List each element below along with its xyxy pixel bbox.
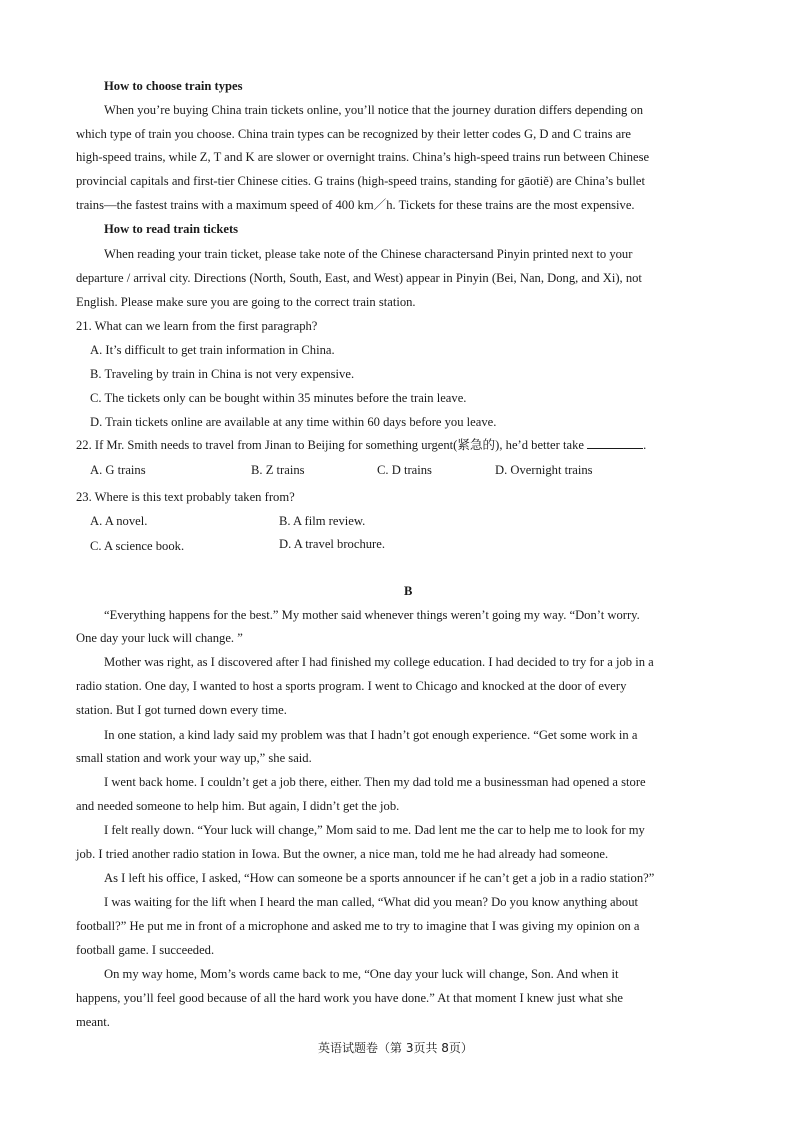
- para1-line: trains—the fastest trains with a maximum speed of 400 km／h. Tickets for these trains are the most expensive.: [76, 198, 635, 212]
- page-footer: 英语试题卷（第 3页共 8页）: [318, 1041, 473, 1055]
- passage-b-line: and needed someone to help him. But again, I didn’t get the job.: [76, 799, 400, 813]
- passage-b-line: job. I tried another radio station in Iowa. But the owner, a nice man, told me he had already had someone.: [76, 847, 609, 861]
- passage-b-line: happens, you’ll feel good because of all the hard work you have done.” At that moment I knew just what she: [76, 991, 623, 1005]
- passage-b-line: I went back home. I couldn’t get a job there, either. Then my dad told me a businessman had opened a store: [104, 775, 646, 789]
- question-21-stem: 21. What can we learn from the first paragraph?: [76, 319, 318, 333]
- passage-b-line: radio station. One day, I wanted to host a sports program. I went to Chicago and knocked at the door of every: [76, 679, 627, 693]
- para1-line: high-speed trains, while Z, T and K are slower or overnight trains. China’s high-speed trains run between Chinese: [76, 150, 650, 164]
- para1-line: which type of train you choose. China train types can be recognized by their letter codes G, D and C trains are: [76, 127, 631, 141]
- answer-blank: [587, 437, 643, 449]
- q22-stem-end: .: [643, 438, 647, 452]
- passage-b-line: One day your luck will change. ”: [76, 631, 243, 645]
- q22-option-d: D. Overnight trains: [495, 463, 593, 477]
- passage-b-line: On my way home, Mom’s words came back to me, “One day your luck will change, Son. And when it: [104, 967, 619, 981]
- passage-b-line: small station and work your way up,” she said.: [76, 751, 312, 765]
- para2-line: departure / arrival city. Directions (North, South, East, and West) appear in Pinyin (Bei, Nan, Dong, and Xi), not: [76, 271, 642, 285]
- para1-line: provincial capitals and first-tier Chinese cities. G trains (high-speed trains, standing for gāotiě) are China’s bullet: [76, 174, 646, 188]
- heading-train-types: How to choose train types: [104, 79, 243, 93]
- q23-option-a: A. A novel.: [90, 514, 148, 528]
- para1-line: When you’re buying China train tickets online, you’ll notice that the journey duration differs depending on: [104, 103, 644, 117]
- para2-line: English. Please make sure you are going to the correct train station.: [76, 295, 416, 309]
- passage-b-line: Mother was right, as I discovered after I had finished my college education. I had decided to try for a job in a: [104, 655, 654, 669]
- passage-b-line: football?” He put me in front of a microphone and asked me to try to imagine that I was giving my opinion on a: [76, 919, 640, 933]
- q23-option-b: B. A film review.: [279, 514, 366, 528]
- q22-option-c: C. D trains: [377, 463, 432, 477]
- q23-option-d: D. A travel brochure.: [279, 537, 385, 551]
- passage-b-line: football game. I succeeded.: [76, 943, 215, 957]
- passage-b-line: “Everything happens for the best.” My mother said whenever things weren’t going my way. “Don’t worry.: [104, 608, 640, 622]
- q23-option-c: C. A science book.: [90, 539, 185, 553]
- q22-option-b: B. Z trains: [251, 463, 305, 477]
- q22-stem-text: 22. If Mr. Smith needs to travel from Jinan to Beijing for something urgent(紧急的), he’d better take: [76, 438, 588, 452]
- passage-b-line: station. But I got turned down every time.: [76, 703, 287, 717]
- q22-option-a: A. G trains: [90, 463, 146, 477]
- section-b-label: B: [404, 584, 413, 598]
- passage-b-line: As I left his office, I asked, “How can someone be a sports announcer if he can’t get a job in a radio station?”: [104, 871, 655, 885]
- q21-option-a: A. It’s difficult to get train information in China.: [90, 343, 335, 357]
- question-22-stem: [76, 437, 646, 453]
- heading-read-tickets: How to read train tickets: [104, 222, 239, 236]
- q21-option-c: C. The tickets only can be bought within 35 minutes before the train leave.: [90, 391, 467, 405]
- passage-b-line: In one station, a kind lady said my problem was that I hadn’t got enough experience. “Get some work in a: [104, 728, 638, 742]
- passage-b-line: meant.: [76, 1015, 110, 1029]
- q21-option-b: B. Traveling by train in China is not very expensive.: [90, 367, 355, 381]
- q21-option-d: D. Train tickets online are available at any time within 60 days before you leave.: [90, 415, 497, 429]
- passage-b-line: I was waiting for the lift when I heard the man called, “What did you mean? Do you know anything about: [104, 895, 639, 909]
- question-23-stem: 23. Where is this text probably taken from?: [76, 490, 295, 504]
- para2-line: When reading your train ticket, please take note of the Chinese charactersand Pinyin printed next to your: [104, 247, 633, 261]
- passage-b-line: I felt really down. “Your luck will change,” Mom said to me. Dad lent me the car to help me to look for my: [104, 823, 645, 837]
